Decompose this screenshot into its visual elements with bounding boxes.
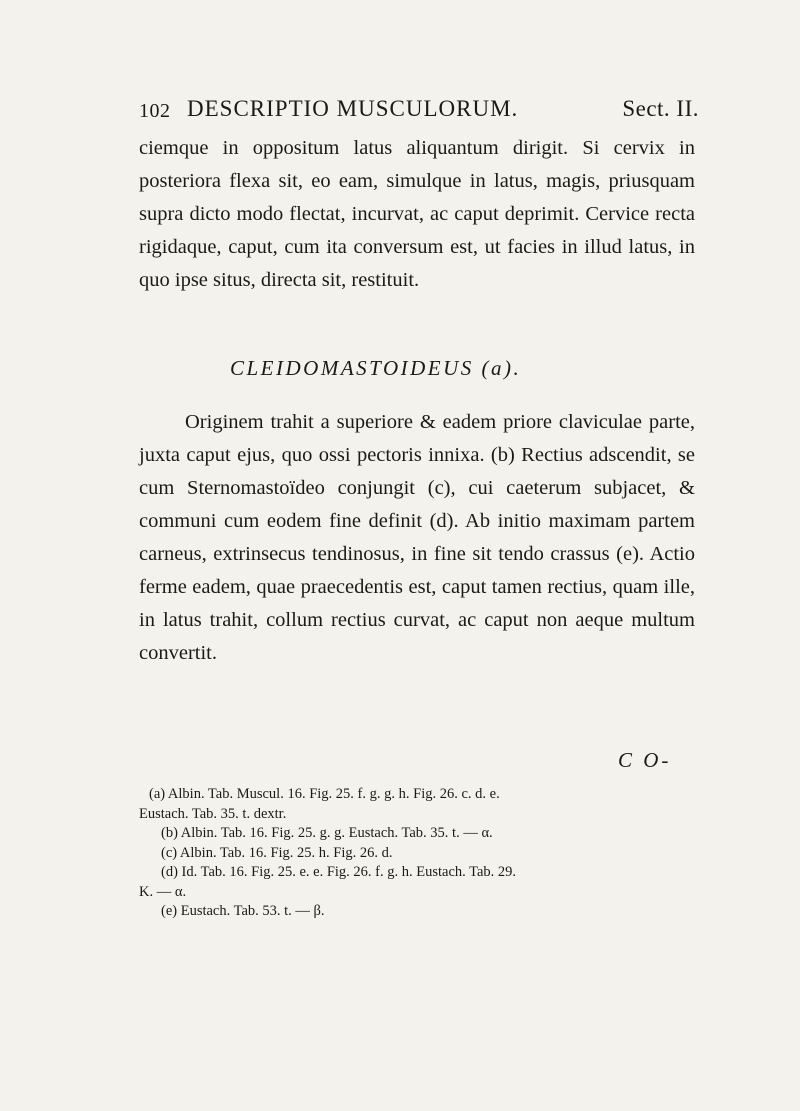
page-header: [139, 96, 699, 126]
footnote-d-cont: K. — α.: [139, 883, 187, 900]
section-label: Sect. II.: [622, 96, 699, 121]
page-number: 102: [139, 100, 171, 122]
muscle-heading: CLEIDOMASTOIDEUS (a).: [230, 356, 522, 380]
footnote-a: (a) Albin. Tab. Muscul. 16. Fig. 25. f. g. g. h. Fig. 26. c. d. e.: [149, 786, 500, 802]
footnote-b: (b) Albin. Tab. 16. Fig. 25. g. g. Eustach. Tab. 35. t. — α.: [161, 825, 493, 841]
paragraph-cleidomastoideus: Originem trahit a superiore & eadem priore claviculae parte, juxta caput ejus, quo ossi pectoris innixa. (b) Rectius adscendit, se cum Sternomastoïdeo conjungit (c), cui caeterum subjacet, & communi cum eodem fine definit (d). Ab initio maximam partem carneus, extrinsecus tendinosus, in fine sit tendo crassus (e). Actio ferme eadem, quae praecedentis est, caput tamen rectius, quam ille, in latus trahit, collum rectius curvat, ac caput non aeque multum convertit.: [139, 411, 695, 664]
footnotes: [139, 785, 699, 922]
footnote-a-cont: Eustach. Tab. 35. t. dextr.: [139, 805, 287, 822]
catchword: C O-: [618, 748, 672, 772]
running-title: DESCRIPTIO MUSCULORUM.: [187, 96, 519, 121]
paragraph-continued: ciemque in oppositum latus aliquantum dirigit. Si cervix in posteriora flexa sit, eo eam, simulque in latus, magis, priusquam supra dicto modo flectat, incurvat, ac caput deprimit. Cervice recta rigidaque, caput, cum ita conversum est, ut facies in illud latus, in quo ipse situs, directa sit, restituit.: [139, 137, 695, 291]
footnote-c: (c) Albin. Tab. 16. Fig. 25. h. Fig. 26. d.: [161, 844, 393, 861]
footnote-e: (e) Eustach. Tab. 53. t. — β.: [161, 903, 325, 919]
footnote-d: (d) Id. Tab. 16. Fig. 25. e. e. Fig. 26. f. g. h. Eustach. Tab. 29.: [161, 864, 517, 880]
